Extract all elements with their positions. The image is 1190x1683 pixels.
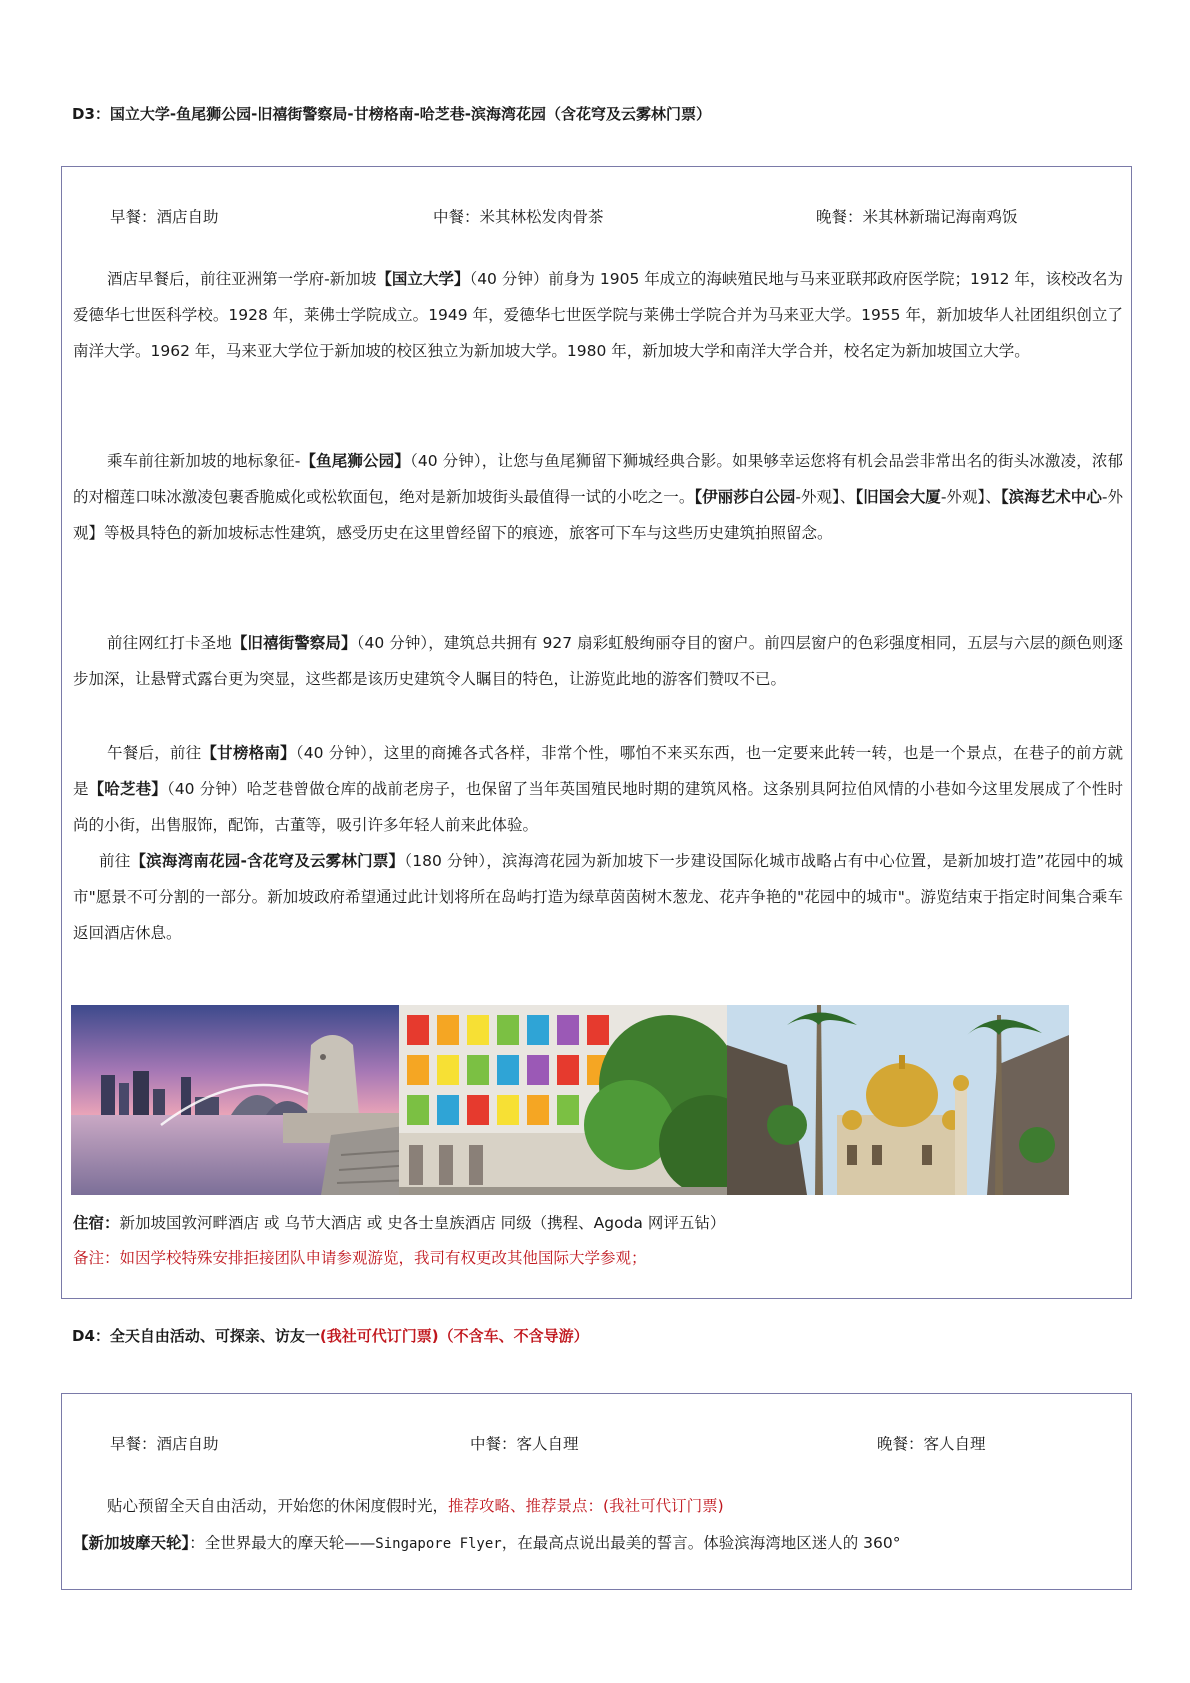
d3-paragraph-gardens: 前往【滨海湾南花园-含花穹及云雾林门票】（180 分钟），滨海湾花园为新加坡下一步建设国际化城市战略占有中心位置，是新加坡打造”花园中的城市"愿景不可分割的一部分。新加坡政府希望通过此计划将所在岛屿打造为绿草茵茵树木葱龙、花卉争艳的"花园中的城市"。游览结束于指定时间集合乘车返回酒店休息。	[73, 852, 1123, 942]
d4-title: D4：全天自由活动、可探亲、访友一(我社可代订门票)（不含车、不含导游）	[72, 1327, 589, 1345]
d3-paragraph-merlion: 乘车前往新加坡的地标象征-【鱼尾狮公园】（40 分钟），让您与鱼尾狮留下狮城经典合影。如果够幸运您将有机会品尝非常出名的街头冰激凌，浓郁的对榴莲口味冰激凌包裹香脆威化或松软面包，绝对是新加坡街头最值得一试的小吃之一。【伊丽莎白公园-外观】、【旧国会大厦-外观】、【滨海艺术中心-外观】等极具特色的新加坡标志性建筑，感受历史在这里曾经留下的痕迹，旅客可下车与这些历史建筑拍照留念。	[73, 452, 1123, 542]
d4-intro: 贴心预留全天自由活动，开始您的休闲度假时光，推荐攻略、推荐景点：(我社可代订门票)	[107, 1497, 724, 1515]
d3-paragraph-police-station: 前往网红打卡圣地【旧禧街警察局】（40 分钟），建筑总共拥有 927 扇彩虹般绚丽夺目的窗户。前四层窗户的色彩强度相同，五层与六层的颜色则逐步加深，让悬臂式露台更为突显，这些都是该历史建筑令人瞩目的特色，让游览此地的游客们赞叹不已。	[73, 634, 1123, 688]
sultan-mosque-kampong-glam-photo	[727, 1005, 1069, 1195]
d3-paragraph-university: 酒店早餐后，前往亚洲第一学府-新加坡【国立大学】（40 分钟）前身为 1905 年成立的海峡殖民地与马来亚联邦政府医学院；1912 年，该校改名为爱德华七世医科学校。1928 年，莱佛士学院成立。1949 年，爱德华七世医学院与莱佛士学院合并为马来亚大学。1955 年，新加坡华人社团组织创立了南洋大学。1962 年，马来亚大学位于新加坡的校区独立为新加坡大学。1980 年，新加坡大学和南洋大学合并，校名定为新加坡国立大学。	[73, 270, 1123, 360]
d3-itinerary-box	[61, 166, 1132, 1299]
d4-singapore-flyer: 【新加坡摩天轮】：全世界最大的摩天轮——Singapore Flyer，在最高点说出最美的誓言。体验滨海湾地区迷人的 360°	[73, 1534, 901, 1552]
d4-itinerary-box	[61, 1393, 1132, 1590]
d4-lunch: 中餐：客人自理	[470, 1435, 579, 1453]
d3-note: 备注：如因学校特殊安排拒接团队申请参观游览，我司有权更改其他国际大学参观；	[73, 1249, 647, 1267]
d3-lunch: 中餐：米其林松发肉骨茶	[433, 208, 604, 226]
d3-accommodation: 住宿：新加坡国敦河畔酒店 或 乌节大酒店 或 史各士皇族酒店 同级（携程、Agoda 网评五钻）	[73, 1214, 726, 1232]
d3-paragraph-kampong-glam: 午餐后，前往【甘榜格南】（40 分钟），这里的商摊各式各样，非常个性，哪怕不来买东西，也一定要来此转一转，也是一个景点，在巷子的前方就是【哈芝巷】（40 分钟）哈芝巷曾做仓库的战前老房子，也保留了当年英国殖民地时期的建筑风格。这条别具阿拉伯风情的小巷如今这里发展成了个性时尚的小街，出售服饰，配饰，古董等，吸引许多年轻人前来此体验。	[73, 744, 1123, 834]
merlion-park-photo	[71, 1005, 413, 1195]
d3-dinner: 晚餐：米其林新瑞记海南鸡饭	[816, 208, 1018, 226]
d4-breakfast: 早餐：酒店自助	[110, 1435, 219, 1453]
d4-dinner: 晚餐：客人自理	[877, 1435, 986, 1453]
d3-title: D3：国立大学-鱼尾狮公园-旧禧街警察局-甘榜格南-哈芝巷-滨海湾花园（含花穹及云雾林门票）	[72, 105, 712, 123]
d3-breakfast: 早餐：酒店自助	[110, 208, 219, 226]
old-hill-street-police-station-photo	[399, 1005, 741, 1195]
